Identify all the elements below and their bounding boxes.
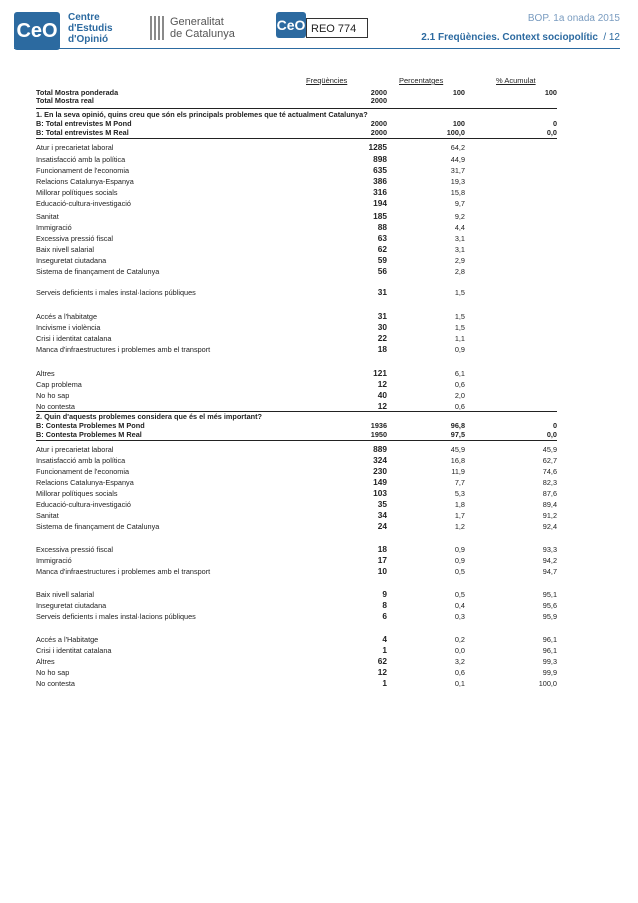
cell-freq: 24 — [377, 521, 387, 531]
cell-pct: 0,0 — [454, 646, 465, 655]
cell-pct: 1,7 — [454, 511, 465, 520]
cell-label: Atur i precarietat laboral — [36, 143, 114, 152]
cell-freq: 12 — [377, 401, 387, 411]
cell-freq: 316 — [373, 187, 387, 197]
cell-pct: 16,8 — [450, 456, 465, 465]
cell-label: B: Contesta Problemes M Real — [36, 430, 142, 439]
cell-pct: 0,5 — [454, 567, 465, 576]
cell-pct: 44,9 — [450, 155, 465, 164]
cell-label: Cap problema — [36, 380, 82, 389]
cell-pct: 11,9 — [451, 467, 465, 476]
cell-pct: 15,8 — [450, 188, 465, 197]
cell-pct: 0,9 — [454, 345, 465, 354]
ceo-small-logo: CeO — [276, 12, 306, 38]
cell-freq: 34 — [377, 510, 387, 520]
cell-label: Millorar polítiques socials — [36, 188, 118, 197]
cell-pct: 1,1 — [454, 334, 465, 343]
cell-freq: 4 — [382, 634, 387, 644]
cell-freq: 889 — [373, 444, 387, 454]
cell-cum: 92,4 — [542, 522, 557, 531]
cell-label: Educació-cultura-investigació — [36, 500, 131, 509]
cell-label: B: Total entrevistes M Real — [36, 128, 129, 137]
cell-cum: 82,3 — [542, 478, 557, 487]
cell-pct: 0,2 — [454, 635, 465, 644]
cell-freq: 185 — [373, 211, 387, 221]
cell-freq: 12 — [377, 379, 387, 389]
cell-pct: 5,3 — [454, 489, 465, 498]
cell-freq: 31 — [377, 311, 387, 321]
cell-freq: 9 — [382, 589, 387, 599]
cell-cum: 0 — [552, 421, 557, 430]
cell-pct: 1,2 — [454, 522, 465, 531]
cell-freq: 898 — [373, 154, 387, 164]
cell-label: Insatisfacció amb la política — [36, 456, 126, 465]
cell-pct: 45,9 — [450, 445, 465, 454]
cell-pct: 97,5 — [450, 430, 465, 439]
question-title: 1. En la seva opinió, quins creu que són els principals problemes que té actualment Catalunya? — [36, 110, 368, 119]
cell-pct: 1,5 — [454, 312, 465, 321]
cell-pct: 0,3 — [454, 612, 465, 621]
cell-freq: 17 — [377, 555, 387, 565]
cell-pct: 0,9 — [454, 545, 465, 554]
ceo-name-line: d'Estudis — [68, 23, 113, 34]
cell-freq: 62 — [377, 244, 387, 254]
cell-pct: 0,9 — [454, 556, 465, 565]
cell-label: No contesta — [36, 402, 75, 411]
cell-label: Serveis deficients i males instal·lacions públiques — [36, 612, 196, 621]
cell-freq: 1936 — [370, 421, 387, 430]
cell-cum: 94,2 — [542, 556, 557, 565]
cell-label: Excessiva pressió fiscal — [36, 234, 114, 243]
cell-freq: 88 — [377, 222, 387, 232]
cell-pct: 1,8 — [454, 500, 465, 509]
cell-pct: 100,0 — [446, 128, 465, 137]
cell-pct: 1,5 — [454, 323, 465, 332]
cell-pct: 3,2 — [454, 657, 465, 666]
cell-label: Baix nivell salarial — [36, 245, 94, 254]
cell-pct: 1,5 — [454, 288, 465, 297]
cell-pct: 6,1 — [454, 369, 465, 378]
cell-label: Total Mostra ponderada — [36, 88, 119, 97]
cell-pct: 100 — [452, 88, 465, 97]
cell-freq: 63 — [377, 233, 387, 243]
section-title: 2.1 Freqüències. Context sociopolític — [421, 32, 598, 43]
cell-cum: 45,9 — [542, 445, 557, 454]
ceo-name — [68, 12, 113, 45]
generalitat-emblem-icon — [150, 16, 166, 40]
cell-freq: 6 — [382, 611, 387, 621]
cell-pct: 0,4 — [454, 601, 465, 610]
cell-cum: 74,6 — [542, 467, 557, 476]
cell-freq: 324 — [373, 455, 387, 465]
cell-label: Relacions Catalunya-Espanya — [36, 478, 134, 487]
cell-label: Accés a l'Habitatge — [36, 635, 99, 644]
cell-freq: 1285 — [368, 142, 387, 152]
cell-cum: 94,7 — [542, 567, 557, 576]
cell-pct: 2,9 — [454, 256, 465, 265]
ceo-name-line: d'Opinió — [68, 34, 109, 45]
cell-freq: 149 — [373, 477, 387, 487]
reo-label: REO 774 — [306, 18, 368, 38]
cell-pct: 7,7 — [454, 478, 465, 487]
cell-label: Sanitat — [36, 212, 59, 221]
col-cum-header: % Acumulat — [496, 76, 536, 85]
cell-label: No ho sap — [36, 391, 70, 400]
generalitat-line: de Catalunya — [170, 28, 235, 40]
cell-freq: 8 — [382, 600, 387, 610]
cell-freq: 2000 — [370, 88, 387, 97]
cell-label: Funcionament de l'economia — [36, 166, 130, 175]
cell-pct: 9,2 — [454, 212, 465, 221]
cell-freq: 1 — [382, 645, 387, 655]
cell-label: Immigració — [36, 223, 72, 232]
cell-label: Baix nivell salarial — [36, 590, 94, 599]
cell-cum: 62,7 — [542, 456, 557, 465]
cell-label: Educació-cultura-investigació — [36, 199, 131, 208]
cell-freq: 18 — [377, 344, 387, 354]
cell-label: Crisi i identitat catalana — [36, 334, 112, 343]
survey-edition: BOP. 1a onada 2015 — [527, 13, 620, 24]
cell-cum: 99,9 — [542, 668, 557, 677]
cell-freq: 35 — [377, 499, 387, 509]
generalitat-name — [170, 16, 235, 40]
cell-label: Total Mostra real — [36, 96, 94, 105]
cell-freq: 1 — [382, 678, 387, 688]
cell-label: B: Total entrevistes M Pond — [36, 119, 132, 128]
cell-freq: 31 — [377, 287, 387, 297]
cell-pct: 100 — [452, 119, 465, 128]
cell-freq: 62 — [377, 656, 387, 666]
cell-label: Insatisfacció amb la política — [36, 155, 126, 164]
cell-freq: 22 — [377, 333, 387, 343]
cell-pct: 0,5 — [454, 590, 465, 599]
col-freq-header: Freqüències — [306, 76, 348, 85]
cell-label: B: Contesta Problemes M Pond — [36, 421, 145, 430]
cell-label: No ho sap — [36, 668, 70, 677]
cell-label: Serveis deficients i males instal·lacions públiques — [36, 288, 196, 297]
cell-freq: 56 — [377, 266, 387, 276]
cell-label: Accés a l'habitatge — [36, 312, 98, 321]
cell-label: Incivisme i violència — [36, 323, 101, 332]
cell-label: Relacions Catalunya-Espanya — [36, 177, 134, 186]
header-divider — [14, 48, 620, 49]
cell-freq: 230 — [373, 466, 387, 476]
cell-label: Altres — [36, 369, 55, 378]
cell-cum: 91,2 — [542, 511, 557, 520]
cell-pct: 2,8 — [454, 267, 465, 276]
table-rule — [36, 440, 557, 441]
cell-pct: 96,8 — [450, 421, 465, 430]
cell-freq: 121 — [373, 368, 387, 378]
cell-freq: 635 — [373, 165, 387, 175]
cell-freq: 1950 — [370, 430, 387, 439]
cell-label: Funcionament de l'economia — [36, 467, 130, 476]
cell-freq: 2000 — [370, 128, 387, 137]
cell-cum: 95,6 — [542, 601, 557, 610]
cell-freq: 59 — [377, 255, 387, 265]
cell-cum: 0,0 — [546, 430, 557, 439]
ceo-name-line: Centre — [68, 12, 100, 23]
cell-cum: 100 — [544, 88, 557, 97]
cell-freq: 12 — [377, 667, 387, 677]
page-number: / 12 — [603, 32, 620, 43]
cell-freq: 10 — [377, 566, 387, 576]
cell-label: Sanitat — [36, 511, 59, 520]
cell-freq: 18 — [377, 544, 387, 554]
cell-label: No contesta — [36, 679, 75, 688]
cell-cum: 95,9 — [542, 612, 557, 621]
cell-pct: 9,7 — [454, 199, 465, 208]
cell-label: Immigració — [36, 556, 72, 565]
cell-pct: 2,0 — [454, 391, 465, 400]
cell-pct: 3,1 — [454, 234, 465, 243]
cell-label: Excessiva pressió fiscal — [36, 545, 114, 554]
cell-cum: 99,3 — [542, 657, 557, 666]
cell-cum: 89,4 — [542, 500, 557, 509]
generalitat-line: Generalitat — [170, 16, 224, 28]
cell-freq: 2000 — [370, 96, 387, 105]
cell-freq: 30 — [377, 322, 387, 332]
ceo-logo: CeO — [14, 12, 60, 50]
cell-label: Inseguretat ciutadana — [36, 601, 107, 610]
cell-pct: 0,1 — [454, 679, 465, 688]
cell-pct: 0,6 — [454, 668, 465, 677]
cell-label: Sistema de finançament de Catalunya — [36, 522, 160, 531]
question-title: 2. Quin d'aquests problemes considera que és el més important? — [36, 412, 262, 421]
cell-cum: 96,1 — [542, 646, 557, 655]
cell-label: Altres — [36, 657, 55, 666]
cell-label: Millorar polítiques socials — [36, 489, 118, 498]
cell-freq: 386 — [373, 176, 387, 186]
cell-label: Inseguretat ciutadana — [36, 256, 107, 265]
cell-cum: 0 — [552, 119, 557, 128]
cell-cum: 93,3 — [542, 545, 557, 554]
cell-label: Manca d'infraestructures i problemes amb el transport — [36, 567, 211, 576]
cell-cum: 95,1 — [542, 590, 557, 599]
cell-cum: 96,1 — [542, 635, 557, 644]
cell-freq: 194 — [373, 198, 387, 208]
cell-pct: 19,3 — [450, 177, 465, 186]
cell-label: Manca d'infraestructures i problemes amb el transport — [36, 345, 211, 354]
cell-freq: 40 — [377, 390, 387, 400]
cell-pct: 3,1 — [454, 245, 465, 254]
cell-pct: 31,7 — [450, 166, 465, 175]
cell-cum: 0,0 — [546, 128, 557, 137]
cell-pct: 0,6 — [454, 380, 465, 389]
cell-label: Atur i precarietat laboral — [36, 445, 114, 454]
table-rule — [36, 138, 557, 139]
cell-pct: 0,6 — [454, 402, 465, 411]
cell-cum: 87,6 — [542, 489, 557, 498]
cell-label: Sistema de finançament de Catalunya — [36, 267, 160, 276]
cell-pct: 64,2 — [450, 143, 465, 152]
table-rule — [36, 108, 557, 109]
cell-pct: 4,4 — [454, 223, 465, 232]
cell-label: Crisi i identitat catalana — [36, 646, 112, 655]
cell-freq: 2000 — [370, 119, 387, 128]
cell-freq: 103 — [373, 488, 387, 498]
col-pct-header: Percentatges — [399, 76, 444, 85]
cell-cum: 100,0 — [538, 679, 557, 688]
